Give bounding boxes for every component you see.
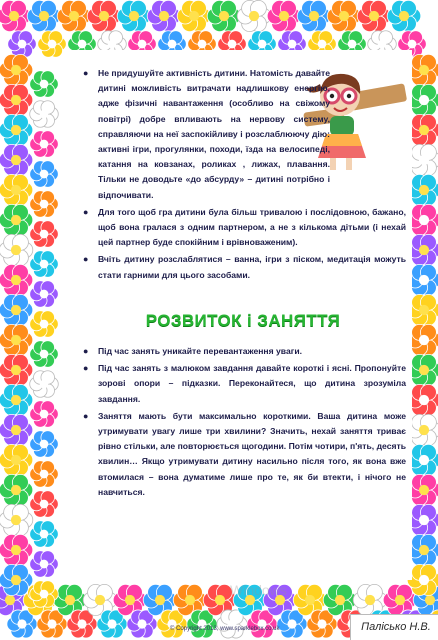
flower-icon [30,161,59,188]
flower-icon [0,84,33,115]
flower-icon [30,251,59,278]
list-item [80,205,406,251]
windows-watermark: Windows [230,582,287,598]
bullet-icon: ● [83,410,89,421]
list-item [80,66,406,203]
flower-icon [0,504,33,535]
flower-icon [207,0,241,31]
bullet-icon: ● [83,68,89,78]
copyright-text: © Copyright 2013, www.sparklebox.co.uk [170,626,280,632]
list-item-text: Під час занять з малюком завдання давайте короткі і ясні. Пропонуйте зорові опори – підказки. Переконайтеся, що дитина зрозуміла завдання. [98,363,406,404]
list-item [80,344,406,359]
flower-icon [177,0,211,31]
flower-icon [0,114,33,145]
flower-icon [30,311,59,338]
section1-list [80,66,406,283]
flower-icon [267,0,301,31]
flower-icon [327,0,361,31]
bullet-icon: ● [83,363,89,374]
flower-icon [0,384,33,415]
flower-icon [297,0,331,31]
flower-icon [0,534,33,565]
list-item-text: Під час занять уникайте перевантаження уваги. [98,346,303,357]
flower-icon [0,294,33,325]
flower-icon [30,461,59,488]
flower-icon [30,431,59,458]
flower-icon [0,414,33,445]
flower-icon [237,0,271,31]
author-signature: Палісько Н.В. [350,614,438,640]
flower-icon [8,31,37,58]
flower-icon [0,0,31,31]
flower-icon [57,0,91,31]
flower-icon [30,551,59,578]
flower-icon [30,491,59,518]
flower-icon [0,474,33,505]
section-heading: РОЗВИТОК і ЗАНЯТТЯ [145,310,341,330]
flower-icon [0,444,33,475]
bullet-icon: ● [83,254,89,265]
flower-icon [0,234,33,265]
flower-icon [30,521,59,548]
flower-icon [87,0,121,31]
flower-icon [357,0,391,31]
flower-icon [0,174,33,205]
flower-icon [30,581,59,608]
flower-icon [38,31,67,58]
document-content [80,66,406,502]
flower-icon [0,54,33,85]
flower-icon [30,131,59,158]
section2-list [80,344,406,500]
flower-icon [30,341,59,368]
flower-icon [387,0,421,31]
list-item [80,361,406,407]
flower-icon [0,564,33,595]
flower-icon [30,191,59,218]
flower-icon [30,281,59,308]
list-item-text: Вчіть дитину розслаблятися – ванна, ігри з піском, медитація можуть стати гарними для цього засобами. [98,254,406,280]
flower-icon [30,101,59,128]
flower-icon [27,0,61,31]
flower-icon [0,324,33,355]
flower-icon [30,71,59,98]
flower-icon [0,144,33,175]
list-item [80,409,406,500]
list-item-text: Для того щоб гра дитини була більш тривалою і послідовною, бажано, щоб вона гралася з одним партнером, а не з кількома дітьми (і нехай цей партнер буде спокійним і врівноваженим). [98,206,406,248]
flower-icon [147,0,181,31]
flower-icon [0,204,33,235]
list-item [80,252,406,282]
bullet-icon: ● [83,346,89,357]
flower-icon [30,221,59,248]
flower-icon [30,371,59,398]
flower-icon [0,354,33,385]
flower-icon [117,0,151,31]
list-item-text: Не придушуйте активність дитини. Натомість давайте дитині можливість витрачати надлишкову енергію, адже фізичні навантаження (особливо на свіжому повітрі) добре впливають на нервову систему, справляючи на неї заспокійливу і розслаблюючу дію: активні ігри, прогулянки, походи, їзда на велосипеді, катання на ковзанах, роликах , лижах, плавання. Тільки не доводьте «до абсурду» – дитині потрібно і відпочивати. [98,68,330,200]
list-item-text: Заняття мають бути максимально короткими. Ваша дитина може утримувати увагу лише три хвилини? Значить, нехай заняття триває рівно стільки, але повторюється щогодини. Потім чотири, п'ять, десять хвилин… Якщо утримувати дитину насильно після того, як вона вже втомилася – вона думатиме лише про те, як би втекти, і нічого не навчиться. [98,410,406,497]
flower-icon [0,264,33,295]
flower-icon [30,401,59,428]
bullet-icon: ● [83,206,89,217]
